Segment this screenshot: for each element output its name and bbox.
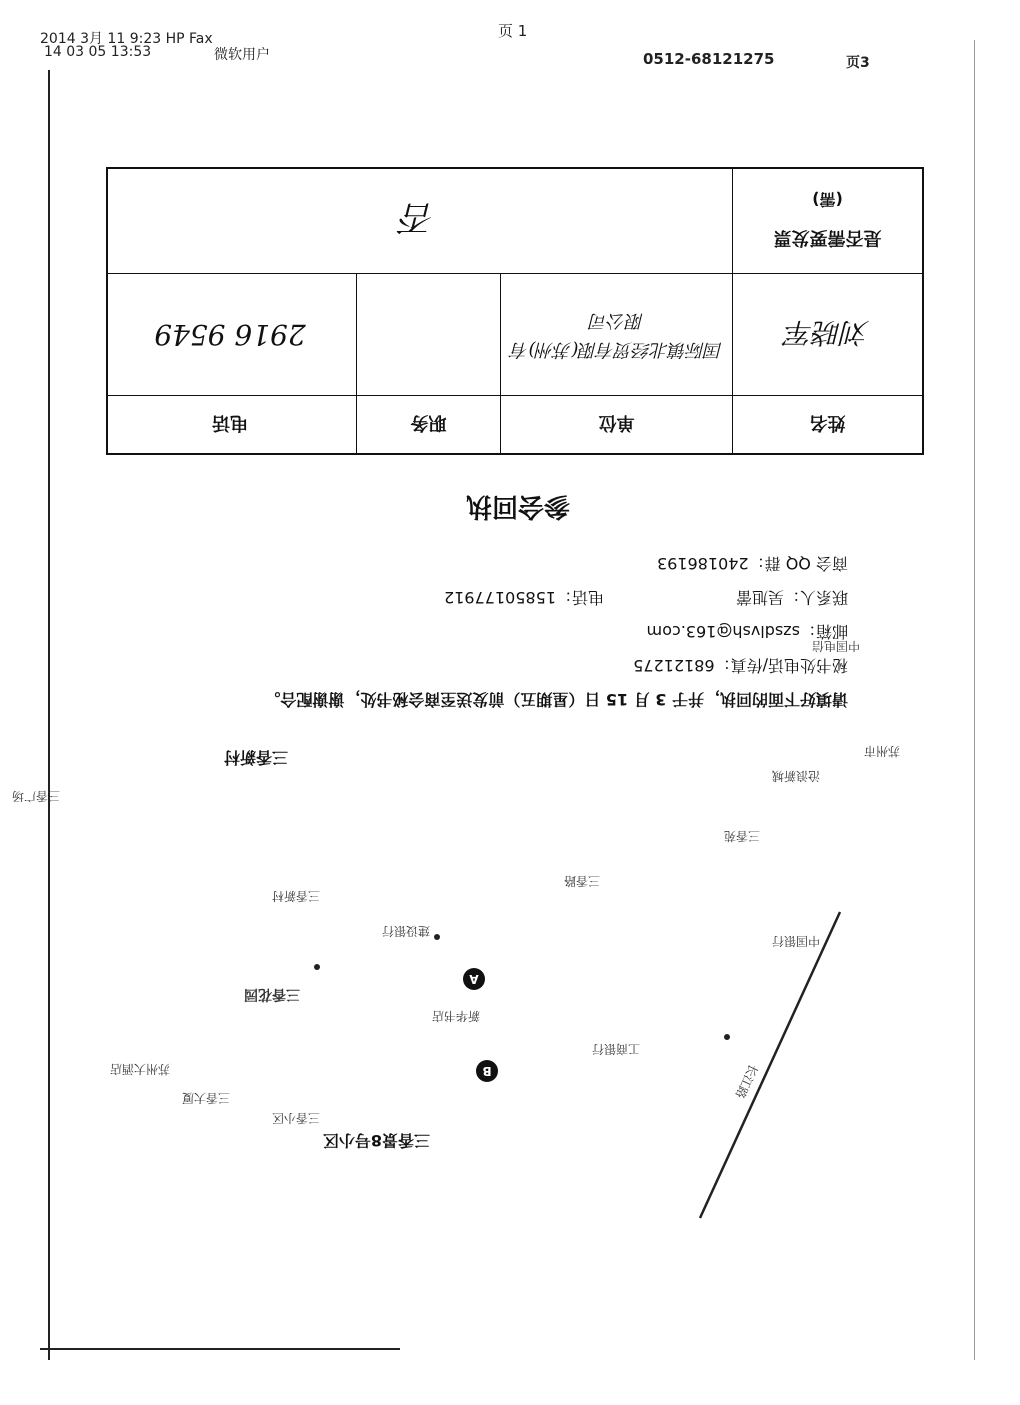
map-label: 工商银行 [591, 1042, 640, 1056]
table-header-row [108, 395, 922, 453]
receipt-title: 参会回执 [465, 491, 570, 521]
question-label: 是否需要发票 [773, 227, 882, 249]
rotated-receipt [0, 160, 1020, 1230]
header-cell: 姓名 [732, 396, 922, 453]
map-road [680, 902, 850, 1222]
value-cell: 国际镇北经贸有限(苏州)有限公司 [500, 274, 732, 395]
fax-page-label: 页 1 [498, 22, 528, 40]
map-point [434, 934, 440, 940]
map-label: 中国电信 [811, 639, 860, 653]
map-pin-a: A [463, 968, 485, 990]
map-label: 三香大厦 [181, 1091, 230, 1105]
map-label: 苏州市 [863, 744, 900, 758]
map-title-top: 三香新村 [223, 748, 288, 767]
question-label-cell [732, 169, 922, 273]
fax-header-user: 微软用户 [214, 47, 270, 63]
map-pin-b: B [476, 1060, 498, 1082]
map-label: 三香新村 [271, 889, 320, 903]
fax-phone: 0512-68121275 [643, 50, 775, 68]
receipt-qq-line: 商会 QQ 群：240186193 [657, 554, 848, 573]
map-label: 苏州大酒店 [109, 1062, 170, 1076]
receipt-contact-phone: 电话：15850177912 [444, 588, 604, 607]
map-label: 建设银行 [381, 924, 430, 938]
fax-header-line1: 2014 3月 11 9:23 HP Fax [40, 31, 213, 47]
fax-page-num: 页3 [846, 55, 870, 71]
question-sub: (需) [812, 190, 843, 210]
map-road-label: 长江路 [732, 1062, 761, 1101]
map-label: 新华书店 [431, 1009, 480, 1023]
receipt-notice: 请填好下面的回执，并于 3 月 15 日（星期五）前发送至商会秘书处，谢谢配合。 [264, 690, 848, 709]
bottom-margin-line [40, 1348, 400, 1350]
header-cell: 职务 [356, 396, 500, 453]
map-label: 三香广场 [11, 789, 60, 803]
value-cell: 2916 9549 [154, 318, 306, 351]
map-label: 三香苑 [723, 829, 760, 843]
receipt-email-line: 邮箱：szsdlvsh@163.com [646, 622, 848, 641]
value-cell [356, 274, 500, 395]
map-label: 三香路 [563, 874, 600, 888]
fax-header-time: 14 03 05 13:53 [44, 44, 152, 60]
map-point [314, 964, 320, 970]
map-title-bottom: 三香景8号小区 [322, 1131, 430, 1150]
header-cell: 单位 [500, 396, 732, 453]
map-label: 中国银行 [771, 934, 820, 948]
value-cell: 刘晓军 [732, 274, 922, 395]
table-question-row [108, 169, 922, 273]
question-answer-cell: 否 [401, 197, 435, 238]
map-label: 三香花园 [244, 986, 300, 1002]
receipt-fax-line: 秘书处电话/传真：68121275 [633, 656, 848, 675]
header-cell: 电话 [212, 412, 248, 434]
receipt-table [106, 167, 924, 455]
receipt-contact-line: 联系人：吴旭蕾 [735, 588, 848, 607]
map-label: 沧浪新城 [771, 769, 820, 783]
map-label: 三香小区 [271, 1111, 320, 1125]
table-row [108, 273, 922, 395]
